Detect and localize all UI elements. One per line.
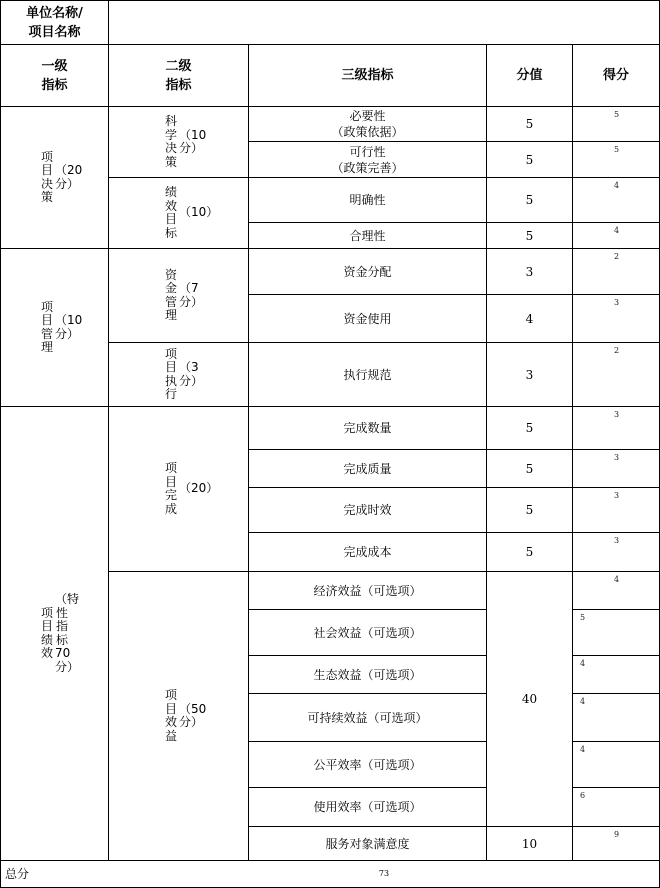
score-value: 3 xyxy=(614,536,620,545)
level2-fund-management xyxy=(109,249,248,342)
vertical-label-line: （20 分） xyxy=(55,163,83,191)
level2-scientific-decision xyxy=(109,107,248,177)
score-value: 4 xyxy=(580,745,586,754)
unit-name-value xyxy=(109,1,659,44)
table-border xyxy=(572,655,660,656)
vertical-label-line: （7 分） xyxy=(179,281,204,309)
level2-performance-target xyxy=(109,178,248,248)
vertical-label-line: 项目执行 xyxy=(164,346,177,401)
score-value: 4 xyxy=(614,181,620,190)
indicator-weight: 5 xyxy=(525,193,534,207)
table-border xyxy=(572,44,573,861)
indicator-name: 完成质量 xyxy=(343,461,392,476)
table-border xyxy=(572,787,660,788)
indicator-name: 资金使用 xyxy=(343,311,392,326)
table-border xyxy=(572,693,660,694)
indicator-weight: 3 xyxy=(525,264,534,279)
score-value: 2 xyxy=(614,346,620,355)
benefit-weight-merged: 40 xyxy=(521,692,538,706)
total-value: 73 xyxy=(378,869,390,878)
score-value: 3 xyxy=(614,298,620,307)
vertical-label-line: （20） xyxy=(179,481,219,496)
level1-project-management xyxy=(1,249,108,406)
col-header-score: 得分 xyxy=(602,68,629,83)
unit-name-label: 单位名称/ 项目名称 xyxy=(26,5,83,40)
score-value: 2 xyxy=(614,252,620,261)
score-value: 9 xyxy=(614,830,620,839)
indicator-name: 生态效益（可选项） xyxy=(313,667,422,682)
vertical-label-line: （10 分） xyxy=(179,127,207,155)
indicator-weight: 5 xyxy=(525,228,534,243)
vertical-label-line: 项目管理 xyxy=(40,299,53,354)
indicator-weight: 5 xyxy=(525,545,534,559)
score-value: 3 xyxy=(614,410,620,419)
indicator-name: 必要性 （政策依据） xyxy=(331,109,404,139)
score-value: 3 xyxy=(614,491,620,500)
col-header-weight: 分值 xyxy=(516,68,543,83)
vertical-label-line: 项目完成 xyxy=(164,461,177,516)
col-header-level3: 三级指标 xyxy=(341,68,394,83)
indicator-name: 资金分配 xyxy=(343,264,392,279)
score-value: 4 xyxy=(614,226,620,235)
score-value: 4 xyxy=(580,697,586,706)
indicator-weight: 5 xyxy=(525,461,534,476)
level2-project-benefit xyxy=(109,572,248,860)
score-value: 4 xyxy=(614,575,620,584)
indicator-name: 社会效益（可选项） xyxy=(313,625,422,640)
score-value: 5 xyxy=(580,613,586,622)
indicator-weight: 3 xyxy=(525,367,534,382)
score-value: 6 xyxy=(580,791,586,800)
indicator-name: 执行规范 xyxy=(343,367,392,382)
indicator-name: 明确性 xyxy=(349,193,386,207)
table-border xyxy=(572,609,660,610)
vertical-label-line: （特性指标 70 分） xyxy=(55,592,80,674)
vertical-label-line: 项目效益 xyxy=(164,688,177,743)
score-value: 5 xyxy=(614,145,620,154)
total-label: 总分 xyxy=(5,867,30,881)
score-value: 4 xyxy=(580,659,586,668)
indicator-weight: 5 xyxy=(525,152,534,167)
indicator-weight: 5 xyxy=(525,503,534,517)
vertical-label-line: 科学决策 xyxy=(164,114,177,169)
vertical-label-line: （10） xyxy=(179,205,219,220)
vertical-label-line: （50 分） xyxy=(179,701,207,729)
indicator-name: 完成时效 xyxy=(343,503,392,517)
indicator-weight: 5 xyxy=(525,421,534,435)
indicator-name: 经济效益（可选项） xyxy=(313,583,422,598)
level2-project-execution xyxy=(109,343,248,406)
score-value: 3 xyxy=(614,453,620,462)
score-value: 5 xyxy=(614,110,620,119)
indicator-weight: 10 xyxy=(521,836,538,851)
indicator-name: 完成成本 xyxy=(343,545,392,559)
indicator-name: 公平效率（可选项） xyxy=(313,757,422,772)
level1-project-decision xyxy=(1,107,108,248)
vertical-label-line: 项目决策 xyxy=(40,149,53,204)
col-header-level1: 一级 指标 xyxy=(41,58,68,93)
indicator-name: 服务对象满意度 xyxy=(325,836,410,851)
vertical-label-line: 资金管理 xyxy=(164,267,177,322)
indicator-name: 使用效率（可选项） xyxy=(313,800,422,814)
vertical-label-line: 绩效目标 xyxy=(164,185,177,240)
indicator-name: 合理性 xyxy=(349,228,386,243)
indicator-weight: 4 xyxy=(525,311,534,326)
table-border xyxy=(572,741,660,742)
indicator-name: 完成数量 xyxy=(343,421,392,435)
col-header-level2: 二级 指标 xyxy=(165,58,192,93)
vertical-label-line: 项目绩效 xyxy=(40,605,53,660)
level2-project-completion xyxy=(109,407,248,571)
indicator-name: 可持续效益（可选项） xyxy=(307,710,428,725)
indicator-name: 可行性 （政策完善） xyxy=(331,144,404,175)
level1-project-performance xyxy=(1,407,108,860)
vertical-label-line: （3 分） xyxy=(179,360,204,388)
vertical-label-line: （10 分） xyxy=(55,313,83,341)
indicator-weight: 5 xyxy=(525,117,534,131)
